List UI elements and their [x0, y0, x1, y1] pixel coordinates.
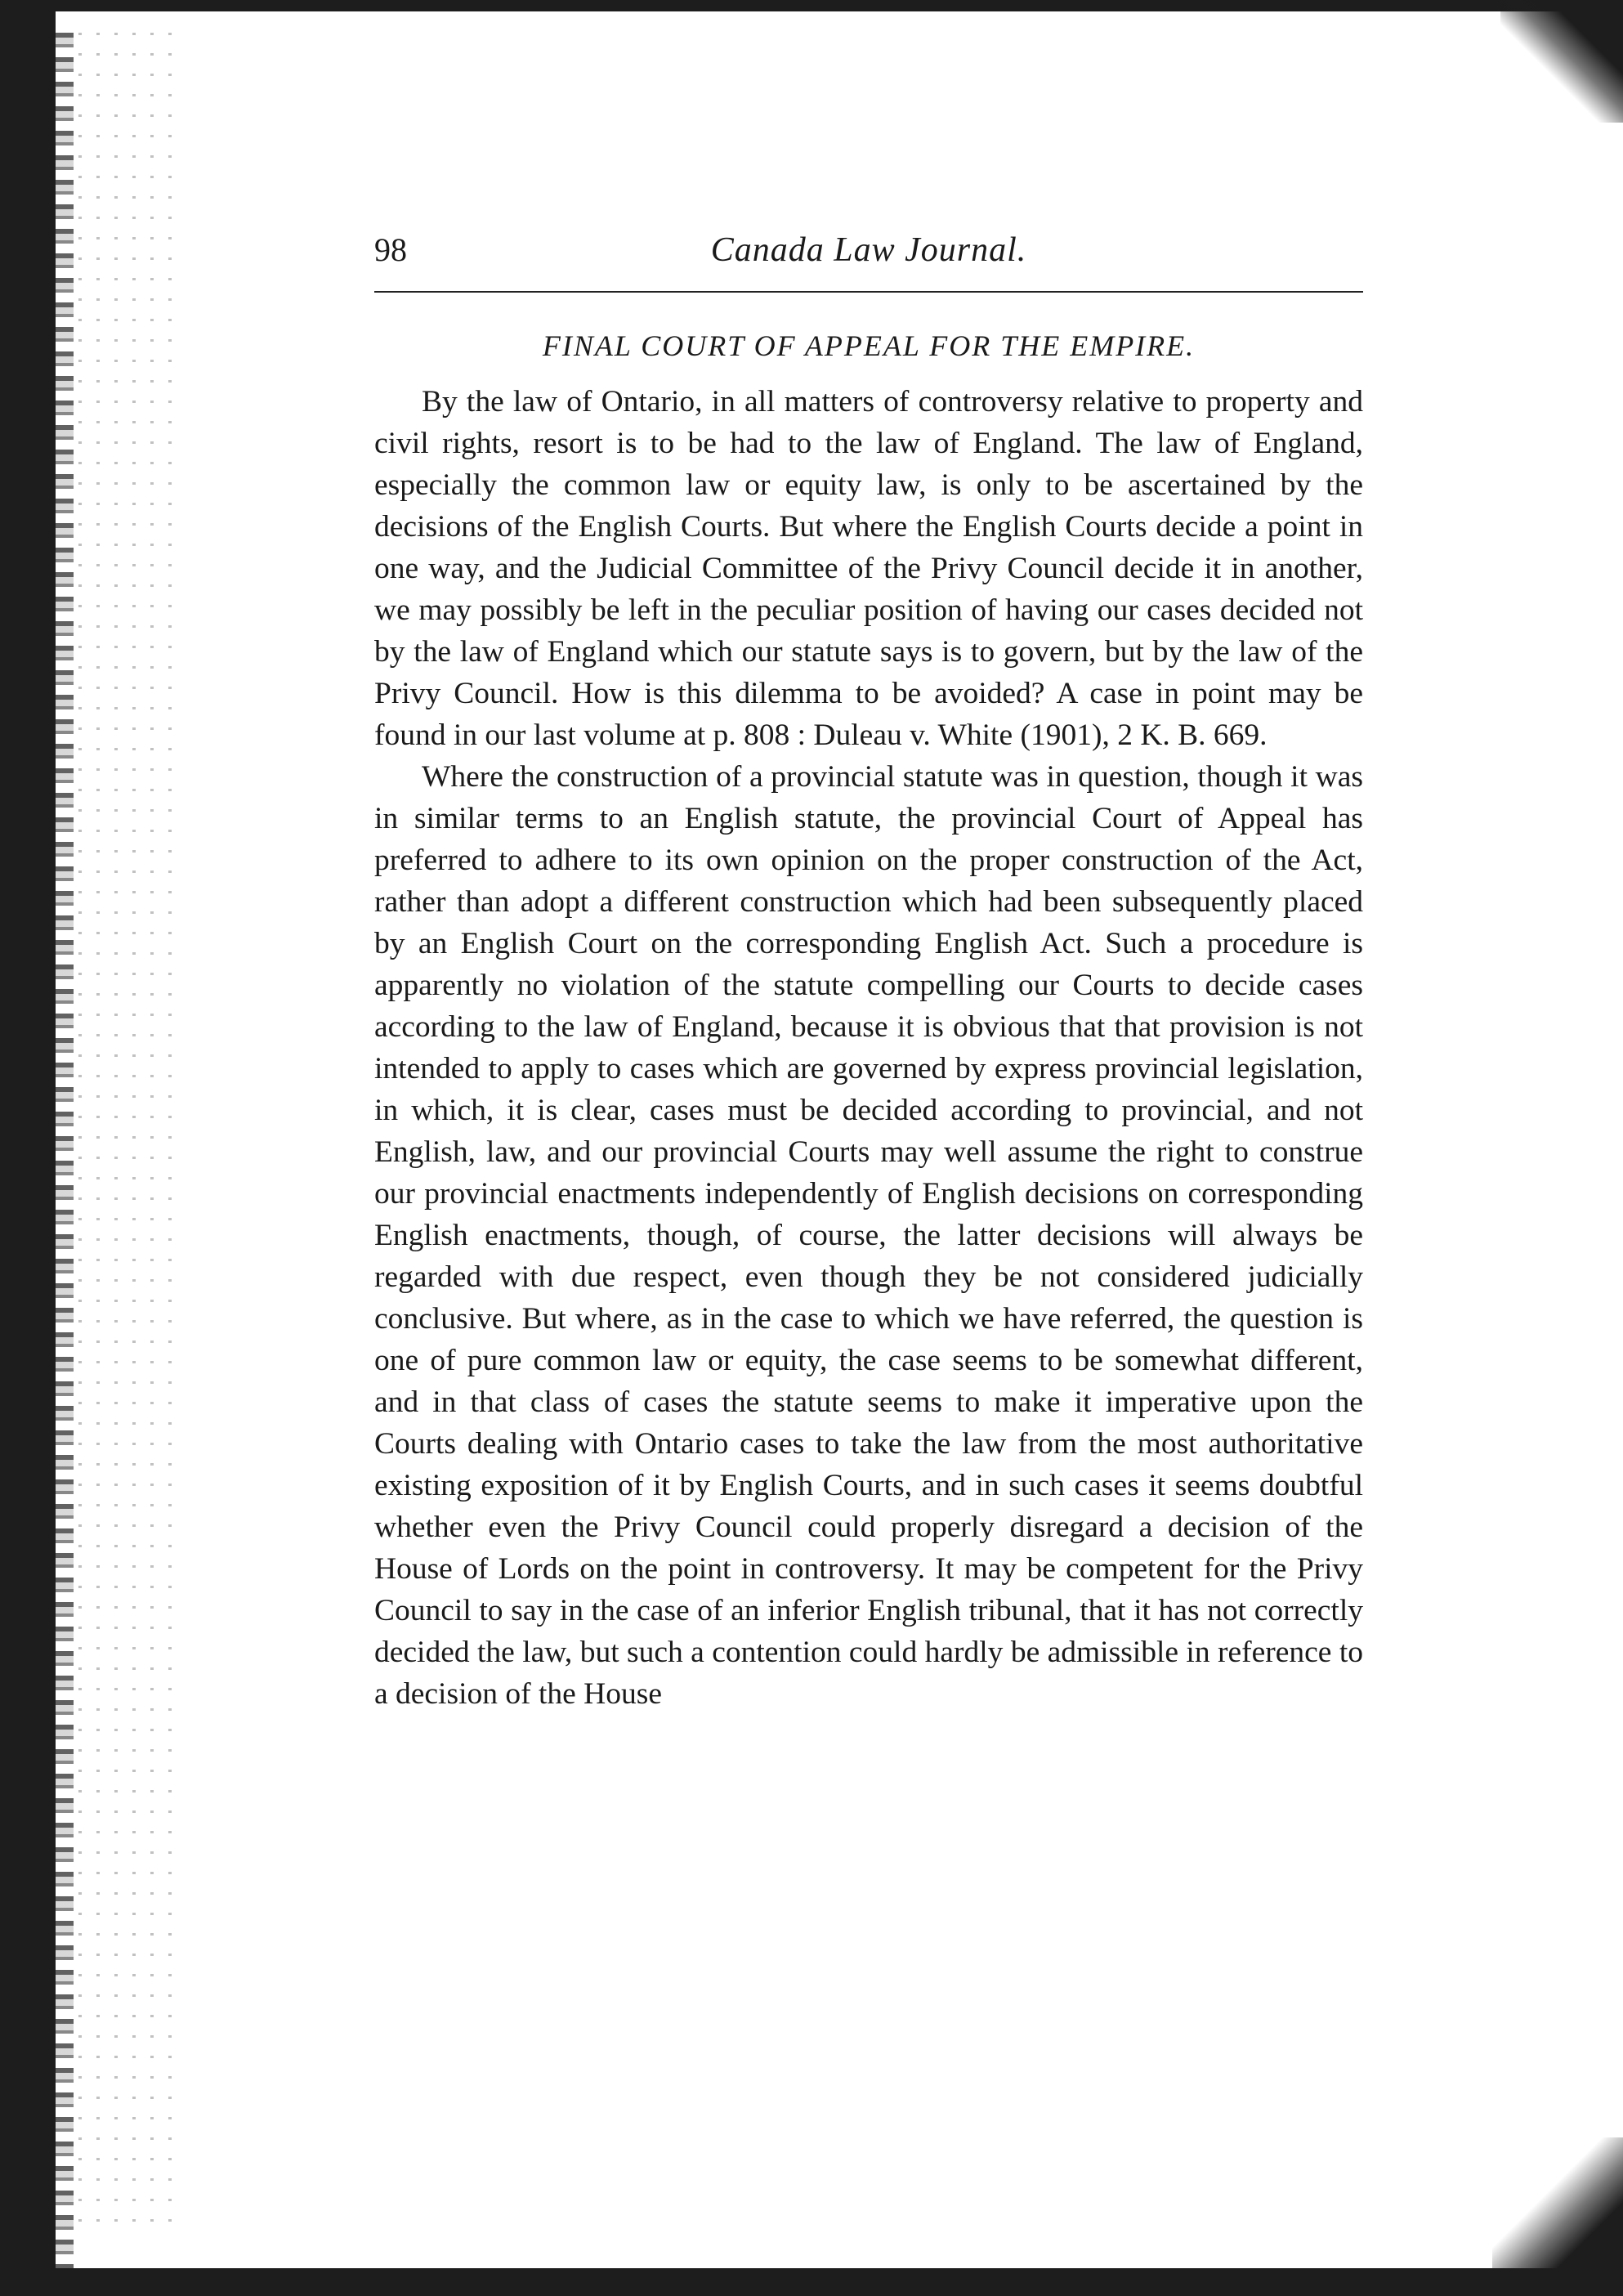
scan-binding-edge — [0, 0, 56, 2296]
scan-top-edge — [0, 0, 1623, 11]
article-body — [374, 381, 1363, 1715]
scan-corner-bottom-right — [1492, 2137, 1623, 2268]
scan-speckle — [78, 33, 177, 2240]
paragraph-2: Where the construction of a provincial statute was in question, though it was in similar terms to an English statute, the provincial Court of Appeal has preferred to adhere to its own opinion on the proper construction of the Act, rather than adopt a different construction which had been subsequently placed by an English Court on the corresponding English Act. Such a procedure is apparently no violation of the statute compelling our Courts to decide cases according to the law of England, because it is obvious that that provision is not intended to apply to cases which are governed by express provincial legislation, in which, it is clear, cases must be decided according to provincial, and not English, law, and our provincial Courts may well assume the right to construe our provincial enactments independently of English decisions on corresponding English enactments, though, of course, the latter decisions will always be regarded with due respect, even though they be not considered judicially conclusive. But where, as in the case to which we have referred, the question is one of pure common law or equity, the case seems to be somewhat different, and in that class of cases the statute seems to make it imperative upon the Courts dealing with Ontario cases to take the law from the most authoritative existing exposition of it by English Courts, and in such cases it seems doubtful whether even the Privy Council could properly disregard a decision of the House of Lords on the point in controversy. It may be competent for the Privy Council to say in the case of an inferior English tribunal, that it has not correctly decided the law, but such a contention could hardly be admissible in reference to a decision of the House — [374, 760, 1363, 1711]
page-number: 98 — [374, 231, 407, 268]
article-title: FINAL COURT OF APPEAL FOR THE EMPIRE. — [542, 329, 1196, 362]
running-head — [374, 226, 1363, 291]
scan-corner-top-right — [1500, 0, 1623, 123]
journal-title: Canada Law Journal. — [710, 231, 1027, 269]
scan-binding-texture — [56, 33, 74, 2289]
scan-bottom-edge — [0, 2268, 1623, 2296]
paragraph-1: By the law of Ontario, in all matters of controversy relative to property and civil rights, resort is to be had to the law of England. The law of England, especially the common law or equity law, is only to be ascertained by the decisions of the English Courts. But where the English Courts decide a point in one way, and the Judicial Committee of the Privy Council decide it in another, we may possibly be left in the peculiar position of having our cases decided not by the law of England which our statute says is to govern, but by the law of the Privy Council. How is this dilemma to be avoided? A case in point may be found in our last volume at p. 808 : Duleau v. White (1901), 2 K. B. 669. — [374, 385, 1363, 752]
header-rule — [374, 291, 1363, 293]
